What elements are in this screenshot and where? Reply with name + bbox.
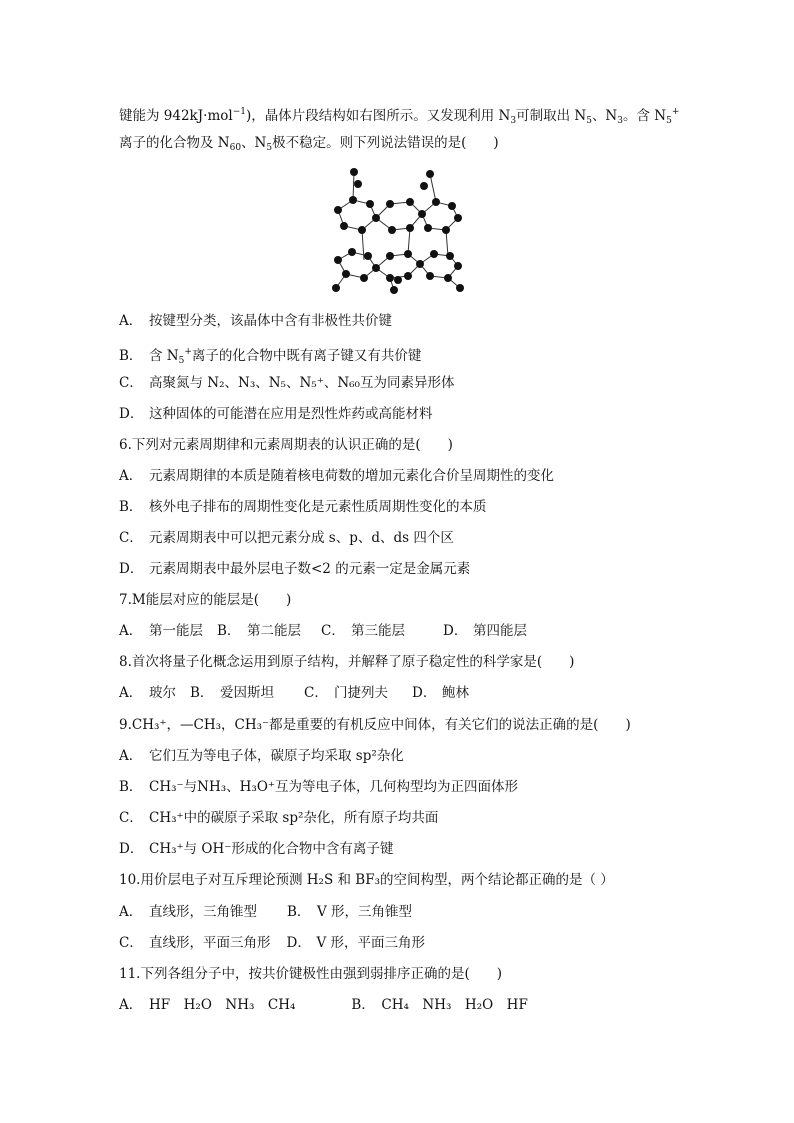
q5-stem-sup: + bbox=[671, 107, 680, 117]
option-label: C． bbox=[119, 375, 143, 391]
option-text: 按键型分类，该晶体中含有非极性共价键 bbox=[149, 313, 392, 329]
option-label: A． bbox=[119, 997, 143, 1013]
option-label: B． bbox=[119, 348, 143, 364]
option-text: CH₃⁺中的碳原子采取 sp²杂化，所有原子均共面 bbox=[149, 810, 439, 826]
q5-option-d bbox=[119, 404, 433, 424]
option-text: 第一能层 bbox=[149, 623, 203, 639]
q5-stem-text: 键能为 942kJ·mol bbox=[119, 108, 233, 124]
crystal-structure-figure bbox=[318, 160, 478, 300]
option-label: C． bbox=[119, 935, 143, 951]
option-text: 第四能层 bbox=[473, 623, 527, 639]
option-text: 这种固体的可能潜在应用是烈性炸药或高能材料 bbox=[149, 406, 433, 422]
q8-options bbox=[119, 683, 469, 703]
q5-stem-text: 、N bbox=[241, 135, 267, 151]
option-label: D． bbox=[286, 935, 311, 951]
option-text: CH₄ NH₃ H₂O HF bbox=[381, 997, 528, 1013]
option-label: B． bbox=[119, 499, 143, 515]
option-label: D． bbox=[119, 841, 144, 857]
option-text: CH₃⁻与NH₃、H₃O⁺互为等电子体，几何构型均为正四面体形 bbox=[149, 779, 519, 795]
option-label: D． bbox=[119, 406, 144, 422]
option-text: V 形，三角锥型 bbox=[317, 904, 413, 920]
q5-stem-sub: 3 bbox=[510, 116, 517, 126]
crystal-bonds bbox=[336, 172, 460, 290]
q9-option-a bbox=[119, 746, 404, 766]
option-label: B． bbox=[217, 623, 241, 639]
option-text: 第三能层 bbox=[351, 623, 405, 639]
q9-stem: 9.CH₃⁺，—CH₃，CH₃⁻都是重要的有机反应中间体，有关它们的说法正确的是( ) bbox=[119, 717, 631, 733]
q7-options bbox=[119, 621, 527, 641]
q5-stem-text: 极不稳定。则下列说法错误的是( ) bbox=[272, 135, 499, 151]
q5-stem-text: 可制取出 N bbox=[516, 108, 587, 124]
option-label: A． bbox=[119, 904, 143, 920]
q5-option-b bbox=[119, 342, 421, 371]
q9-option-c bbox=[119, 808, 438, 828]
option-text: 含 N bbox=[149, 348, 179, 364]
option-text: 元素周期表中可以把元素分成 s、p、d、ds 四个区 bbox=[149, 530, 454, 546]
q7-stem: 7.M能层对应的能层是( ) bbox=[119, 592, 292, 608]
q5-stem-text: )，晶体片段结构如右图所示。又发现利用 N bbox=[245, 108, 511, 124]
q5-option-c bbox=[119, 373, 454, 393]
option-text: 元素周期律的本质是随着核电荷数的增加元素化合价呈周期性的变化 bbox=[149, 468, 554, 484]
q5-stem-sub: 5 bbox=[666, 116, 672, 126]
option-label: A． bbox=[119, 623, 143, 639]
q6-stem: 6.下列对元素周期律和元素周期表的认识正确的是( ) bbox=[119, 437, 453, 453]
option-label: A． bbox=[119, 468, 143, 484]
q6-option-d bbox=[119, 559, 470, 579]
option-text: HF H₂O NH₃ CH₄ bbox=[149, 997, 296, 1013]
option-label: D． bbox=[119, 561, 144, 577]
option-text: 离子的化合物中既有离子键又有共价键 bbox=[191, 348, 422, 364]
q5-stem-sub: 5 bbox=[586, 116, 592, 126]
q10-stem: 10.用价层电子对互斥理论预测 H₂S 和 BF₃的空间构型，两个结论都正确的是（ ） bbox=[119, 872, 614, 888]
option-text: 鲍林 bbox=[442, 685, 469, 701]
option-text: CH₃⁺与 OH⁻形成的化合物中含有离子键 bbox=[149, 841, 394, 857]
option-label: B． bbox=[351, 997, 375, 1013]
q5-option-a bbox=[119, 311, 392, 331]
option-label: A． bbox=[119, 313, 143, 329]
q5-stem-text: 。含 N bbox=[622, 108, 667, 124]
q10-options-row2 bbox=[119, 933, 425, 953]
q5-stem-text: 离子的化合物及 N bbox=[119, 135, 230, 151]
q10-options-row1 bbox=[119, 902, 412, 922]
option-text: 直线形，三角锥型 bbox=[149, 904, 257, 920]
option-label: B． bbox=[119, 779, 143, 795]
q5-stem-sub: 5 bbox=[266, 143, 273, 153]
option-text: 玻尔 bbox=[149, 685, 176, 701]
option-label: C． bbox=[304, 685, 328, 701]
q5-stem-sup: −1 bbox=[232, 107, 246, 117]
option-text: 门捷列夫 bbox=[334, 685, 388, 701]
option-text: 第二能层 bbox=[247, 623, 301, 639]
option-label: C． bbox=[321, 623, 345, 639]
option-label: D． bbox=[412, 685, 437, 701]
option-text: 爱因斯坦 bbox=[220, 685, 274, 701]
option-label: C． bbox=[119, 810, 143, 826]
q5-stem-sub: 60 bbox=[229, 143, 242, 153]
option-text: 直线形，平面三角形 bbox=[149, 935, 271, 951]
option-label: B． bbox=[287, 904, 311, 920]
q5-stem-line1 bbox=[119, 102, 679, 131]
option-label: C． bbox=[119, 530, 143, 546]
q9-option-b bbox=[119, 777, 518, 797]
q8-stem: 8.首次将量子化概念运用到原子结构，并解释了原子稳定性的科学家是( ) bbox=[119, 654, 575, 670]
option-sub: 5 bbox=[178, 356, 185, 366]
q5-stem-line2 bbox=[119, 133, 499, 158]
option-text: 核外电子排布的周期性变化是元素性质周期性变化的本质 bbox=[149, 499, 487, 515]
option-label: B． bbox=[190, 685, 214, 701]
q9-option-d bbox=[119, 839, 393, 859]
option-label: D． bbox=[443, 623, 468, 639]
q5-stem-sub: 3 bbox=[617, 116, 623, 126]
q6-option-a bbox=[119, 466, 554, 486]
option-text: V 形，平面三角形 bbox=[316, 935, 426, 951]
option-sup: + bbox=[184, 347, 192, 357]
q6-option-b bbox=[119, 497, 487, 517]
q5-stem-text: 、N bbox=[591, 108, 618, 124]
option-text: 它们互为等电子体，碳原子均采取 sp²杂化 bbox=[149, 748, 404, 764]
q11-stem: 11.下列各组分子中，按共价键极性由强到弱排序正确的是( ) bbox=[119, 966, 503, 982]
q6-option-c bbox=[119, 528, 454, 548]
option-label: A． bbox=[119, 748, 143, 764]
option-label: A． bbox=[119, 685, 143, 701]
option-text: 高聚氮与 N₂、N₃、N₅、N₅⁺、N₆₀互为同素异形体 bbox=[149, 375, 455, 391]
option-text: 元素周期表中最外层电子数<2 的元素一定是金属元素 bbox=[149, 561, 471, 577]
q11-options bbox=[119, 995, 528, 1015]
